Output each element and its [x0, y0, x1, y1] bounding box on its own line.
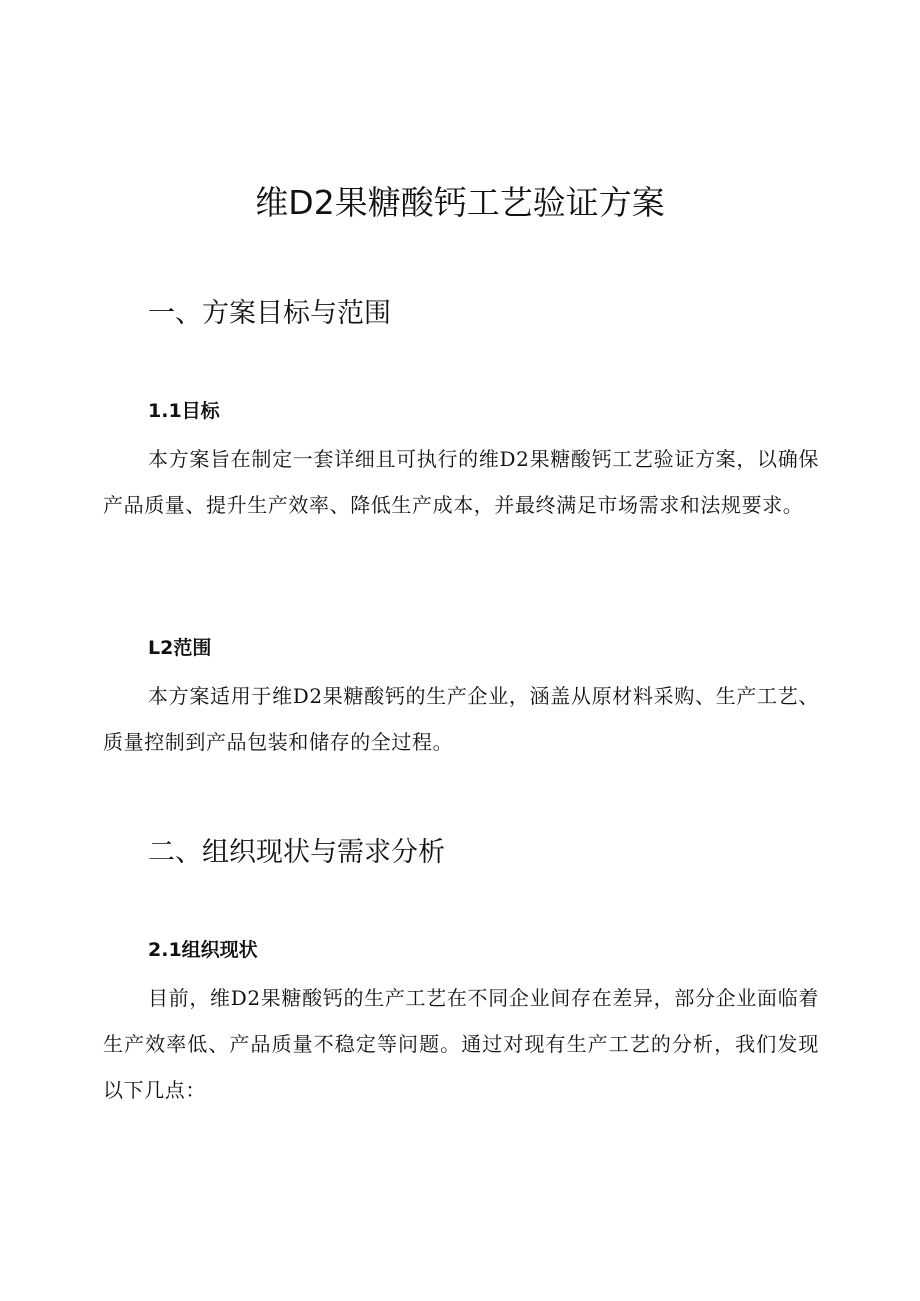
paragraph-status: 目前，维D2果糖酸钙的生产工艺在不同企业间存在差异，部分企业面临着生产效率低、产品质量不稳定等问题。通过对现有生产工艺的分析，我们发现以下几点： [103, 986, 819, 1102]
subsection-heading-goal: 1.1目标 [148, 400, 220, 422]
section-heading-status-analysis: 二、组织现状与需求分析 [148, 837, 445, 868]
subsection-heading-scope: L2范围 [148, 637, 212, 659]
paragraph-goal: 本方案旨在制定一套详细且可执行的维D2果糖酸钙工艺验证方案，以确保产品质量、提升生产效率、降低生产成本，并最终满足市场需求和法规要求。 [103, 447, 819, 517]
paragraph-scope: 本方案适用于维D2果糖酸钙的生产企业，涵盖从原材料采购、生产工艺、质量控制到产品包装和储存的全过程。 [103, 684, 819, 754]
section-heading-goals-scope: 一、方案目标与范围 [148, 298, 391, 329]
subsection-heading-status: 2.1组织现状 [148, 939, 258, 961]
document-title: 维D2果糖酸钙工艺验证方案 [255, 183, 665, 222]
